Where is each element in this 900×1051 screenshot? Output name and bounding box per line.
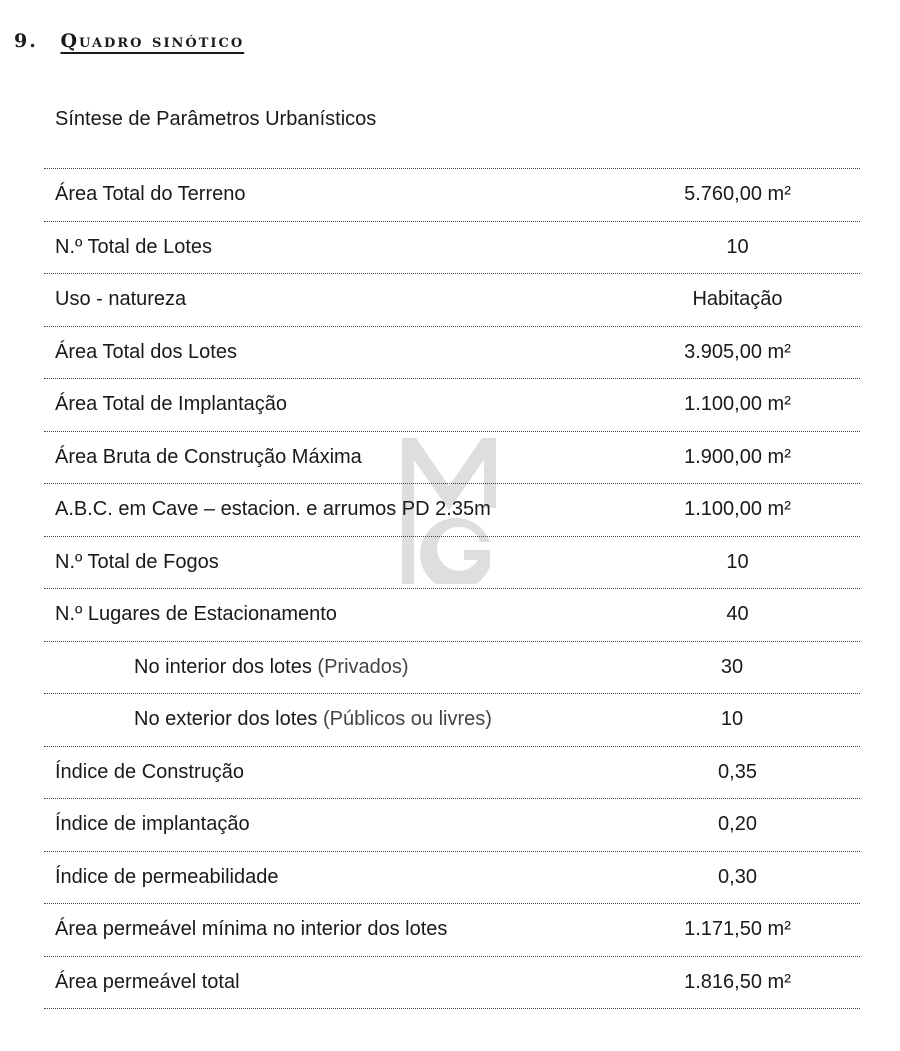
row-label	[44, 918, 575, 941]
row-value: 30	[720, 655, 744, 678]
row-value: 3.905,00 m²	[684, 340, 791, 363]
row-label-text: No exterior dos lotes	[134, 708, 318, 731]
table-row	[44, 642, 860, 695]
table-row	[44, 957, 860, 1010]
row-label	[44, 656, 564, 679]
row-label	[44, 393, 575, 416]
table-row	[44, 169, 860, 222]
row-value: 40	[726, 603, 749, 626]
row-label-text: Área permeável total	[55, 970, 240, 993]
section-title: Quadro sinótico	[60, 30, 245, 52]
table-subtitle: Síntese de Parâmetros Urbanísticos	[55, 108, 377, 130]
section-number: 9.	[14, 30, 38, 52]
row-label-text: Uso - natureza	[55, 288, 187, 311]
row-note: (Privados)	[311, 655, 409, 678]
row-value: 1.100,00 m²	[684, 498, 791, 521]
row-value: 0,35	[718, 760, 757, 783]
table-row	[44, 432, 860, 485]
row-label-text: N.º Total de Lotes	[55, 235, 213, 258]
row-label	[44, 761, 575, 784]
row-label	[44, 236, 575, 259]
row-label	[44, 813, 575, 836]
row-label	[44, 971, 575, 994]
row-label-text: Índice de permeabilidade	[55, 865, 279, 888]
row-label-text: Área Total de Implantação	[55, 393, 288, 416]
urban-parameters-table	[44, 168, 860, 1009]
row-value: Habitação	[692, 288, 783, 311]
row-label-text: N.º Lugares de Estacionamento	[55, 603, 337, 626]
row-value: 0,30	[718, 865, 757, 888]
row-label	[44, 183, 575, 206]
row-label-text: Área Total do Terreno	[55, 183, 246, 206]
row-value: 1.900,00 m²	[684, 445, 791, 468]
row-label	[44, 341, 575, 364]
row-label-text: Índice de Construção	[55, 760, 245, 783]
row-note: (Públicos ou livres)	[317, 708, 492, 731]
table-row	[44, 327, 860, 380]
table-row	[44, 694, 860, 747]
row-value: 5.760,00 m²	[684, 183, 791, 206]
row-label-text: N.º Total de Fogos	[55, 550, 219, 573]
row-label	[44, 866, 575, 889]
table-row	[44, 852, 860, 905]
row-label-text: No interior dos lotes	[134, 655, 312, 678]
table-row	[44, 799, 860, 852]
row-label	[44, 446, 575, 469]
row-label	[44, 551, 575, 574]
table-row	[44, 589, 860, 642]
section-heading	[14, 30, 244, 52]
table-row	[44, 484, 860, 537]
table-row	[44, 537, 860, 590]
row-label	[44, 288, 575, 311]
row-label	[44, 498, 575, 521]
table-row	[44, 379, 860, 432]
row-label-text: Índice de implantação	[55, 813, 250, 836]
row-value: 1.171,50 m²	[684, 918, 791, 941]
table-row	[44, 274, 860, 327]
row-label-text: Área Total dos Lotes	[55, 340, 237, 363]
row-label-text: A.B.C. em Cave – estacion. e arrumos PD 2.35m	[55, 498, 491, 521]
row-label	[44, 603, 575, 626]
table-row	[44, 222, 860, 275]
row-value: 0,20	[718, 813, 757, 836]
row-label-text: Área Bruta de Construção Máxima	[55, 445, 362, 468]
row-value: 1.100,00 m²	[684, 393, 791, 416]
row-value: 1.816,50 m²	[684, 970, 791, 993]
row-label-text: Área permeável mínima no interior dos lotes	[55, 918, 448, 941]
table-row	[44, 747, 860, 800]
row-value: 10	[726, 235, 749, 258]
row-value: 10	[720, 708, 744, 731]
row-label	[44, 708, 564, 731]
table-row	[44, 904, 860, 957]
row-value: 10	[726, 550, 749, 573]
